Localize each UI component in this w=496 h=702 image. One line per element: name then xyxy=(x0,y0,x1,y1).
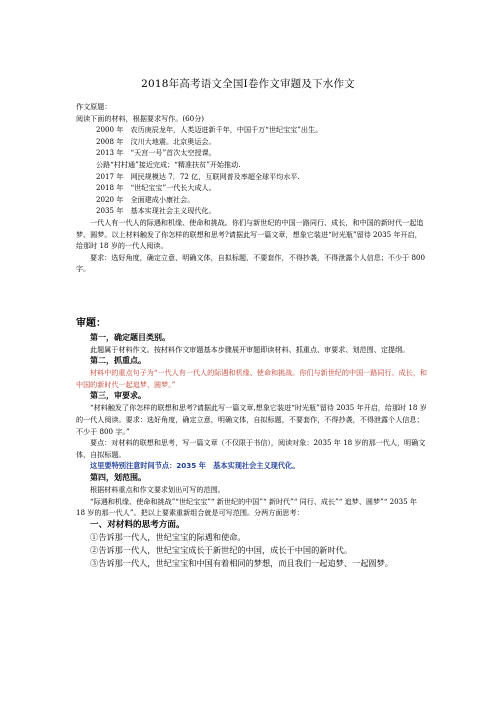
list-item: ①告诉那一代人，世纪宝宝的际遇和使命。 xyxy=(90,531,246,542)
timeline-item: 公路“村村通”接近完成；“精准扶贫”开始推动. xyxy=(96,159,241,169)
timeline-item: 2035 年 基本实现社会主义现代化。 xyxy=(96,206,216,216)
key-sentence-text: 材料中的重点句子为“一代人有一代人的际遇和机缘、使命和挑战。你们与新世纪的中国一路同行、成长，和中国的新时代一起追梦、圆梦。” xyxy=(76,368,428,389)
timeline-item: 2020 年 全面建成小康社会。 xyxy=(96,194,195,204)
step-text: 要点：对材料的联想和思考，写一篇文章（不仅限于书信），阅读对象：2035 年 18 岁的那一代人，明确文体，自拟标题。 xyxy=(76,438,426,459)
original-heading: 作文原题： xyxy=(76,102,112,111)
time-node-note: 这里要特别注意时间节点：2035 年 基本实现社会主义现代化。 xyxy=(90,461,300,471)
timeline-item: 2018 年 “世纪宝宝”一代长大成人。 xyxy=(96,183,216,193)
timeline-item: 2008 年 汶川大地震。北京奥运会。 xyxy=(96,136,216,146)
timeline-item: 2013 年 “天宫一号”首次太空授课。 xyxy=(96,148,216,158)
step-text: 根据材料重点和作文要求划出可写的范围。 xyxy=(90,484,225,494)
subsection-title: 一、对材料的思考方面。 xyxy=(90,519,185,530)
step-text: “材料触发了你怎样的联想和思考?请据此写一篇文章,想象它装进“时光瓶”留待 2035 年开启，给那时 18 岁的一代人阅读。要求：选好角度，确定立意，明确文体，自拟标题，不要套作，不得抄袭，不得泄露个人信息；不少于 800 字。” xyxy=(76,403,427,436)
material-paragraph: 一代人有一代人的际遇和机缘、使命和挑战。你们与新世纪的中国一路同行、成长，和中国的新时代一起追梦、圆梦。以上材料触发了你怎样的联想和思考?请据此写一篇文章，想象它装进“时光瓶”留待 2035 年开启，给那时 18 岁的一代人阅读。 xyxy=(76,217,424,251)
step-title: 第一，确定题目类别。 xyxy=(90,332,170,342)
requirement-paragraph: 要求：选好角度，确定立意，明确文体，自拟标题，不要套作，不得抄袭，不得泄露个人信息；不少于 800 字。 xyxy=(76,252,426,274)
timeline-item: 2017 年 网民规模达 7．72 亿，互联网普及率超全球平均水平. xyxy=(96,171,300,181)
step-title: 第四，划范围。 xyxy=(90,472,146,482)
step-title: 第三，审要求。 xyxy=(90,391,146,401)
document-title: 2018年高考语文全国Ⅰ卷作文审题及下水作文 xyxy=(141,78,355,90)
analysis-heading: 审题： xyxy=(76,318,106,329)
list-item: ③告诉那一代人，世纪宝宝和中国有着相同的梦想，而且我们一起追梦、一起圆梦。 xyxy=(90,557,393,568)
instruction-text: 阅读下面的材料，根据要求写作。(60分) xyxy=(76,113,205,123)
step-text: “际遇和机缘、使命和挑战”“世纪宝宝”“ 新世纪的中国”“ 新时代”“ 同行、成长”“ 追梦、圆梦”“ 2035 年 18 岁的那一代人”。把以上要素重新组合就是可写范围。分两方面思考： xyxy=(76,496,418,518)
step-text: 此题属于材料作文。按材料作文审题基本步骤展开审题即读材料、抓重点、审要求、划范围、定提纲。 xyxy=(90,344,410,354)
list-item: ②告诉那一代人，世纪宝宝成长于新世纪的中国，成长于中国的新时代。 xyxy=(90,544,353,555)
original-question-section xyxy=(76,101,428,275)
analysis-section xyxy=(76,306,428,570)
timeline-item: 2000 年 农历庚辰龙年，人类迈进新千年，中国千万“世纪宝宝”出生。 xyxy=(96,125,323,135)
step-title: 第二，抓重点。 xyxy=(90,356,146,366)
